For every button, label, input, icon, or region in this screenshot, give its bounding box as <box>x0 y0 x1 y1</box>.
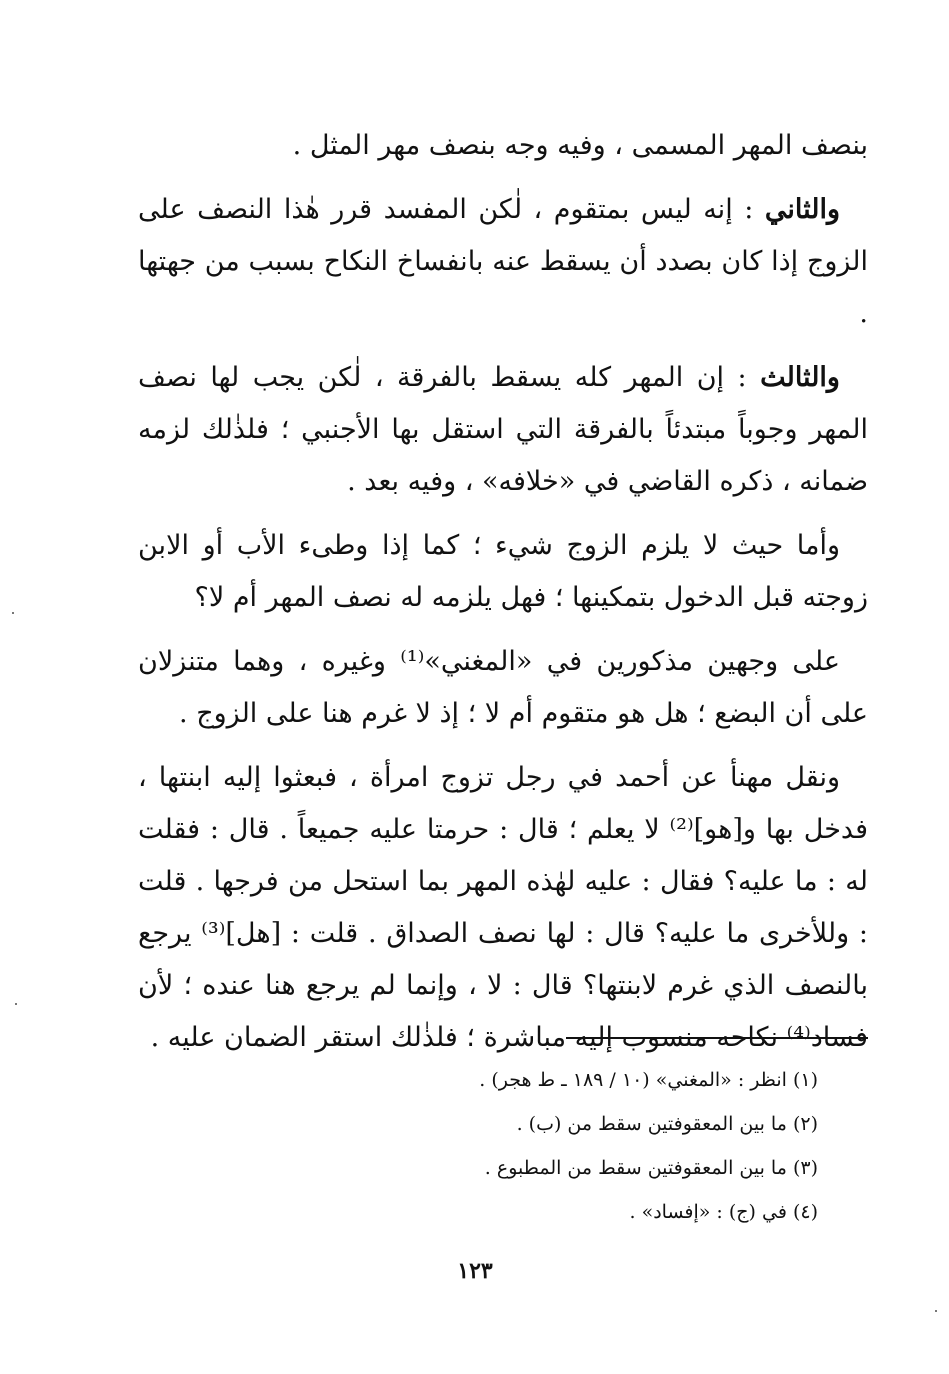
paragraph-text: : إنه ليس بمتقوم ، لٰكن المفسد قرر هٰذا النصف على الزوج إذا كان بصدد أن يسقط عنه بانفساخ النكاح بسبب من جهتها . <box>138 194 868 329</box>
footnote-1: (١) انظر : «المغني» (١٠ / ١٨٩ ـ ط هجر) . <box>479 1069 818 1091</box>
paragraph-text: على وجهين مذكورين في «المغني»⁽¹⁾ وغيره ، وهما متنزلان على أن البضع ؛ هل هو متقوم أم لا ؛ إذ لا غرم هنا على الزوج . <box>138 646 868 729</box>
scan-speck <box>15 1003 17 1005</box>
paragraph-1 <box>138 120 868 172</box>
paragraph-5 <box>138 636 868 740</box>
footnote-2: (٢) ما بين المعقوفتين سقط من (ب) . <box>516 1113 818 1135</box>
scan-speck <box>12 612 14 614</box>
scan-speck <box>935 1310 937 1312</box>
paragraph-text: ونقل مهنأ عن أحمد في رجل تزوج امرأة ، فبعثوا إليه ابنتها ، فدخل بها و[هو]⁽²⁾ لا يعلم ؛ قال : حرمتا عليه جميعاً . قال : فقلت له : ما عليه؟ فقال : عليه لهٰذه المهر بما استحل من فرجها . قلت : وللأخرى ما عليه؟ قال : لها نصف الصداق . قلت : [هل]⁽³⁾ يرجع بالنصف الذي غرم لابنتها؟ قال : لا ، وإنما لم يرجع هنا عنده ؛ لأن فساد⁽⁴⁾ نكاحه منسوب إليه مباشرة ؛ فلذٰلك استقر الضمان عليه . <box>138 762 869 1053</box>
paragraph-3 <box>138 352 868 508</box>
paragraph-lead: والثاني <box>764 194 840 225</box>
footnote-3: (٣) ما بين المعقوفتين سقط من المطبوع . <box>484 1157 818 1179</box>
paragraph-lead: والثالث <box>760 362 840 393</box>
paragraph-text: : إن المهر كله يسقط بالفرقة ، لٰكن يجب لها نصف المهر وجوباً مبتدئاً بالفرقة التي استقل بها الأجنبي ؛ فلذٰلك لزمه ضمانه ، ذكره القاضي في «خلافه» ، وفيه بعد . <box>138 362 868 497</box>
page-number: ١٢٣ <box>457 1258 493 1284</box>
footnote-separator <box>566 1037 868 1039</box>
paragraph-4 <box>138 520 868 624</box>
footnote-4: (٤) في (ج) : «إفساد» . <box>629 1201 818 1223</box>
paragraph-2 <box>138 184 868 340</box>
paragraph-6 <box>138 752 868 1064</box>
footnotes <box>300 1058 818 1234</box>
main-text <box>138 120 868 1076</box>
paragraph-text: وأما حيث لا يلزم الزوج شيء ؛ كما إذا وطىء الأب أو الابن زوجته قبل الدخول بتمكينها ؛ فهل يلزمه له نصف المهر أم لا؟ <box>138 530 868 613</box>
paragraph-text: بنصف المهر المسمى ، وفيه وجه بنصف مهر المثل . <box>292 130 868 161</box>
